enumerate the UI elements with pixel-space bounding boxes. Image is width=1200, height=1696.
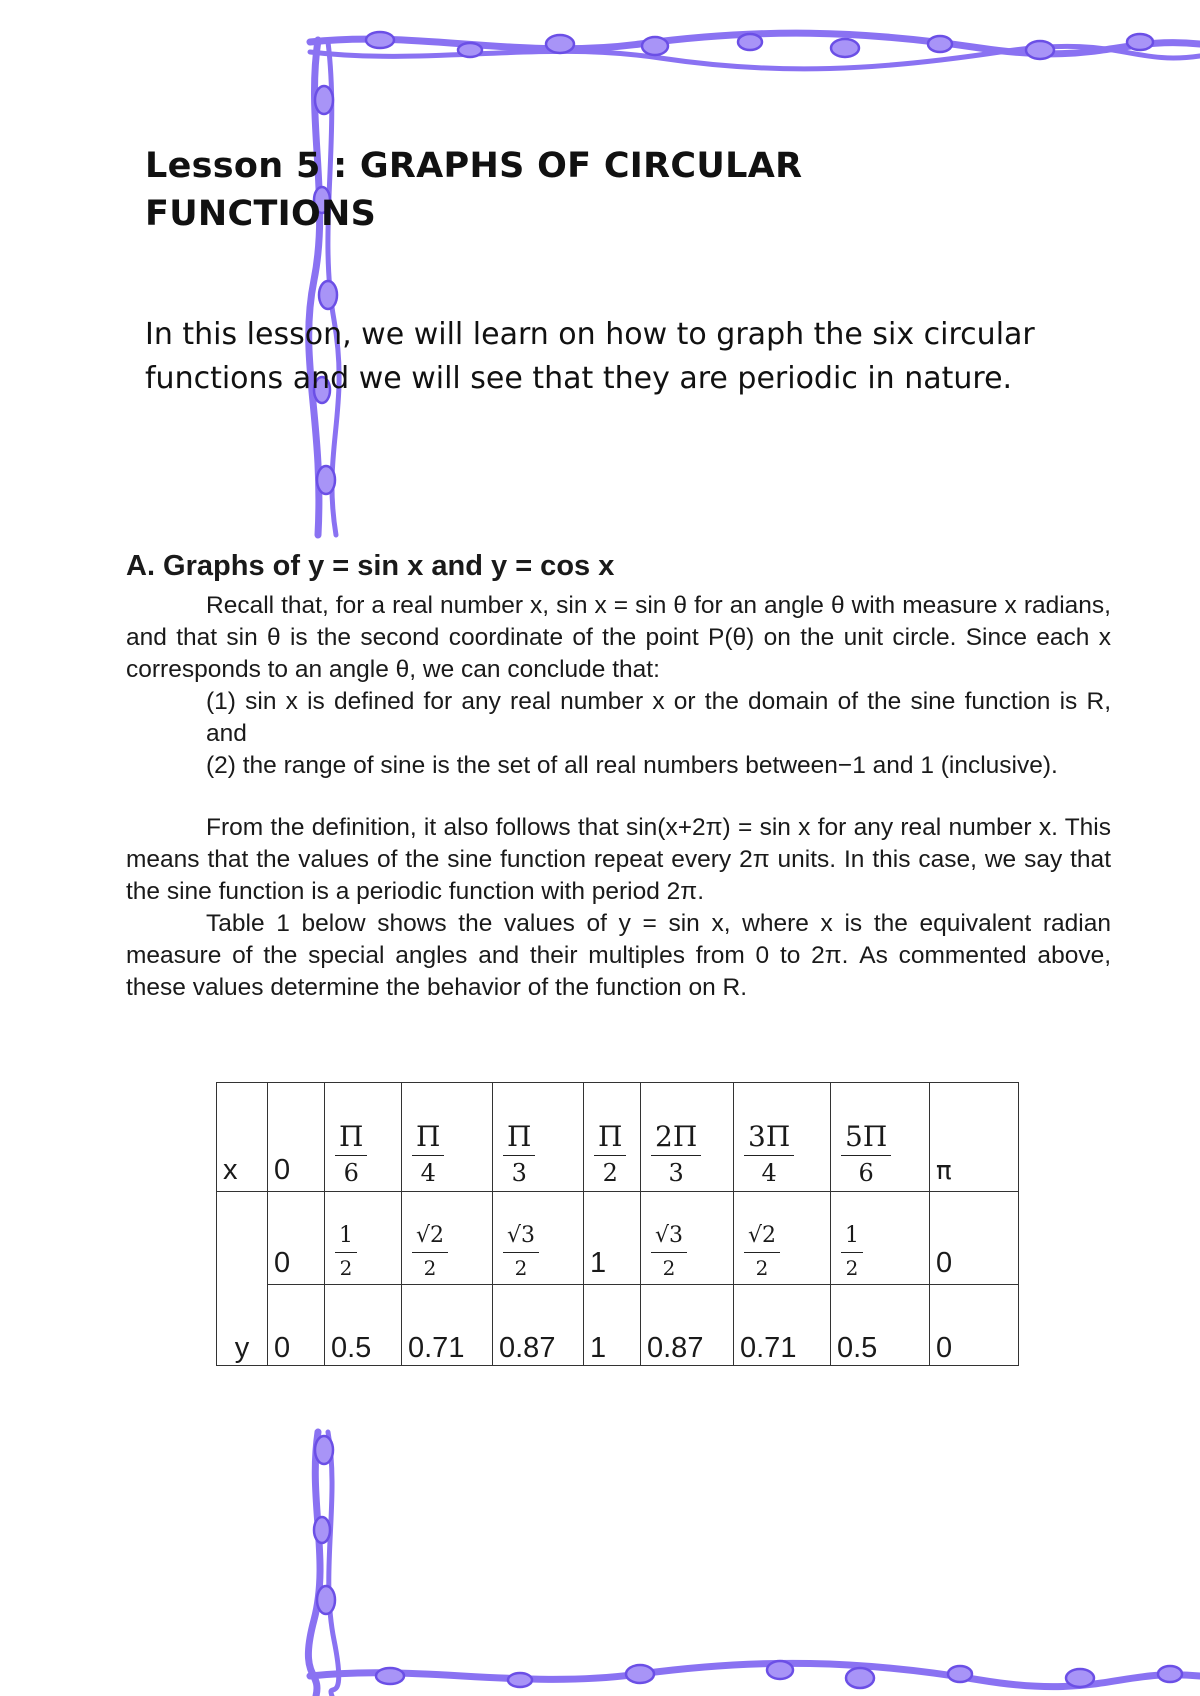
frac-num: Π [598, 1120, 623, 1153]
section-a-item-2: (2) the range of sine is the set of all real numbers between−1 and 1 (inclusive). [206, 752, 1058, 779]
section-a [126, 548, 1111, 1004]
table-cell-y-decimal-6: 0.71 [734, 1285, 831, 1366]
lesson-title-line1: Lesson 5 : GRAPHS OF CIRCULAR [145, 146, 803, 186]
table-cell-y-exact-1 [325, 1192, 402, 1285]
table-cell-x-0: 0 [268, 1083, 325, 1192]
frac-num: 1 [845, 1223, 859, 1248]
frac-den: 3 [668, 1159, 684, 1187]
lesson-title [145, 142, 905, 238]
table-cell-y-decimal-7: 0.5 [831, 1285, 930, 1366]
table-cell-y-exact-2 [402, 1192, 493, 1285]
section-a-paragraph-1: Recall that, for a real number x, sin x = sin θ for an angle θ with measure x radians, and that sin θ is the second coordinate of the point P(θ) on the unit circle. Since each x corresponds to an angle θ, we can conclude that: [126, 592, 1111, 683]
frac-num: √3 [655, 1223, 684, 1248]
table-cell-x-3 [493, 1083, 584, 1192]
frac-num: 2Π [655, 1120, 698, 1153]
frac-den: 4 [420, 1159, 436, 1187]
frac-num: 3Π [748, 1120, 791, 1153]
frac-den: 2 [514, 1256, 528, 1280]
section-a-paragraph-2: From the definition, it also follows that sin(x+2π) = sin x for any real number x. This means that the values of the sine function repeat every 2π units. In this case, we say that the sine function is a periodic function with period 2π. [126, 814, 1111, 905]
sine-values-table [216, 1082, 1019, 1366]
table-cell-y-label-upper [217, 1192, 268, 1285]
table-cell-y-decimal-2: 0.71 [402, 1285, 493, 1366]
frac-den: 3 [511, 1159, 527, 1187]
table-cell-x-8 [930, 1083, 1019, 1192]
frac-num: Π [416, 1120, 441, 1153]
table-cell-y-exact-5 [641, 1192, 734, 1285]
table-row-y-decimal [217, 1285, 1019, 1366]
pi-symbol: π [936, 1156, 952, 1186]
section-a-paragraph-3: Table 1 below shows the values of y = sin x, where x is the equivalent radian measure of the special angles and their multiples from 0 to 2π. As commented above, these values determine the behavior of the function on R. [126, 910, 1111, 1001]
frac-num: Π [339, 1120, 364, 1153]
frac-num: √3 [507, 1223, 536, 1248]
frac-den: 2 [662, 1256, 676, 1280]
table-cell-x-7 [831, 1083, 930, 1192]
frac-den: 2 [423, 1256, 437, 1280]
table-cell-x-2 [402, 1083, 493, 1192]
table-cell-y-exact-3 [493, 1192, 584, 1285]
frac-num: 1 [339, 1223, 353, 1248]
table-cell-y-decimal-5: 0.87 [641, 1285, 734, 1366]
frac-num: 5Π [845, 1120, 888, 1153]
table-cell-x-5 [641, 1083, 734, 1192]
frac-num: Π [507, 1120, 532, 1153]
table-cell-y-exact-6 [734, 1192, 831, 1285]
frac-den: 2 [602, 1159, 618, 1187]
table-cell-y-decimal-0: 0 [268, 1285, 325, 1366]
frac-num: √2 [748, 1223, 777, 1248]
frac-num: √2 [416, 1223, 445, 1248]
frac-den: 2 [339, 1256, 353, 1280]
table-cell-y-decimal-3: 0.87 [493, 1285, 584, 1366]
section-a-title: A. Graphs of y = sin x and y = cos x [126, 550, 615, 582]
table-cell-y-decimal-1: 0.5 [325, 1285, 402, 1366]
table-cell-y-decimal-4: 1 [584, 1285, 641, 1366]
table-row-y-exact [217, 1192, 1019, 1285]
frac-den: 2 [845, 1256, 859, 1280]
table-cell-y-exact-0: 0 [268, 1192, 325, 1285]
table-cell-x-6 [734, 1083, 831, 1192]
frac-den: 4 [761, 1159, 777, 1187]
frac-den: 2 [755, 1256, 769, 1280]
section-a-item-1: (1) sin x is defined for any real number x or the domain of the sine function is R, and [206, 688, 1111, 747]
table-cell-x-label: x [217, 1083, 268, 1192]
table-cell-y-decimal-8: 0 [930, 1285, 1019, 1366]
lesson-title-line2: FUNCTIONS [145, 194, 377, 234]
frac-den: 6 [343, 1159, 359, 1187]
lesson-intro: In this lesson, we will learn on how to graph the six circular functions and we will see that they are periodic in nature. [145, 317, 1035, 396]
table-cell-y-label: y [217, 1285, 268, 1366]
table-cell-x-1 [325, 1083, 402, 1192]
table-cell-y-exact-4: 1 [584, 1192, 641, 1285]
table-cell-y-exact-7 [831, 1192, 930, 1285]
table-row-x [217, 1083, 1019, 1192]
table-cell-y-exact-8: 0 [930, 1192, 1019, 1285]
frac-den: 6 [858, 1159, 874, 1187]
table-cell-x-4 [584, 1083, 641, 1192]
